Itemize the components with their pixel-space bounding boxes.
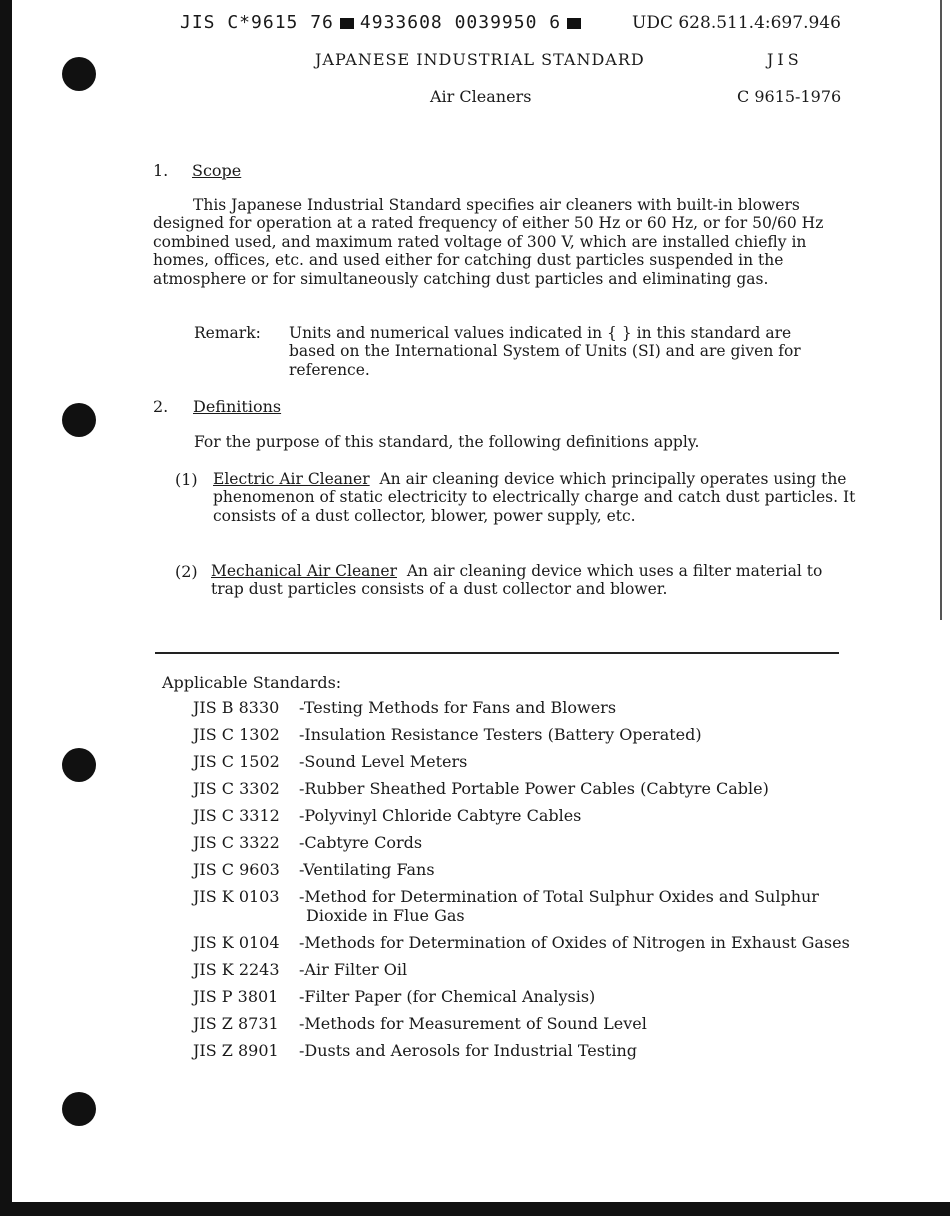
definition-term: Mechanical Air Cleaner xyxy=(211,562,397,580)
standard-title: Dusts and Aerosols for Industrial Testing xyxy=(304,1040,638,1060)
standard-title: Method for Determination of Total Sulphur Oxides and Sulphur Dioxide in Flue Gas xyxy=(304,887,819,925)
standard-title: JAPANESE INDUSTRIAL STANDARD xyxy=(315,50,645,69)
list-item: JIS C 1302 -Insulation Resistance Testers (Battery Operated) xyxy=(193,725,702,744)
standard-code: JIS P 3801 xyxy=(193,986,279,1006)
document-code-line xyxy=(180,12,587,33)
code-line-part: JIS C*9615 76 xyxy=(180,12,334,33)
standard-title: Air Filter Oil xyxy=(304,959,408,979)
standard-code: JIS K 0104 xyxy=(193,932,280,952)
applicable-standards-heading: Applicable Standards: xyxy=(162,673,342,692)
standard-title: Sound Level Meters xyxy=(304,752,468,771)
standard-title: Filter Paper (for Chemical Analysis) xyxy=(304,986,596,1006)
section-number: 1. xyxy=(153,161,169,180)
standard-title: Ventilating Fans xyxy=(303,860,435,879)
standard-code: JIS K 0103 xyxy=(193,887,280,906)
list-item: JIS C 3322 -Cabtyre Cords xyxy=(193,833,423,852)
section-number: 2. xyxy=(153,397,169,416)
redaction-block xyxy=(567,18,581,29)
scope-paragraph: This Japanese Industrial Standard specifies air cleaners with built-in blowers designed for operation at a rated frequency of either 50 Hz or 60 Hz, or for 50/60 Hz combined used, and maximum rated voltage of 300 V, which are installed chiefly in homes, offices, etc. and used either for catching dust particles suspended in the atmosphere or for simultaneously catching dust particles and eliminating gas. xyxy=(153,196,824,288)
list-item: JIS C 3312 -Polyvinyl Chloride Cabtyre Cables xyxy=(193,806,582,825)
definitions-intro: For the purpose of this standard, the following definitions apply. xyxy=(194,433,700,451)
standard-title: Rubber Sheathed Portable Power Cables (Cabtyre Cable) xyxy=(304,779,769,798)
list-item: JIS C 9603 -Ventilating Fans xyxy=(193,860,435,879)
redaction-block xyxy=(340,18,354,29)
code-line-part: 4933608 0039950 6 xyxy=(359,12,562,33)
standard-code: JIS B 8330 xyxy=(193,698,280,717)
definition-number: (2) xyxy=(175,562,198,581)
udc-number: UDC 628.511.4:697.946 xyxy=(632,13,841,33)
standard-title: Methods for Determination of Oxides of Nitrogen in Exhaust Gases xyxy=(304,932,850,952)
scan-edge-right xyxy=(940,0,942,620)
list-item: JIS K 0103 -Method for Determination of Total Sulphur Oxides and Sulphur Dioxide in Flue Gas xyxy=(193,887,819,925)
remark-label: Remark: xyxy=(194,324,261,342)
definition-number: (1) xyxy=(175,470,198,489)
list-item: JIS P 3801 -Filter Paper (for Chemical Analysis) xyxy=(193,986,596,1006)
definition-text: An air cleaning device which principally operates using the phenomenon of static electricity to electrically charge and catch dust particles. It consists of a dust collector, blower, power supply, etc. xyxy=(213,470,856,525)
standard-code: JIS K 2243 xyxy=(193,959,280,979)
jis-mark: JIS xyxy=(767,50,803,69)
document-number: C 9615-1976 xyxy=(737,87,842,106)
definition-text: An air cleaning device which uses a filter material to trap dust particles consists of a dust collector and blower. xyxy=(211,562,823,599)
definition-item xyxy=(211,562,851,599)
standard-title: Methods for Measurement of Sound Level xyxy=(304,1013,647,1033)
list-item: JIS C 3302 -Rubber Sheathed Portable Power Cables (Cabtyre Cable) xyxy=(193,779,769,798)
list-item: JIS C 1502 -Sound Level Meters xyxy=(193,752,468,771)
definition-term: Electric Air Cleaner xyxy=(213,470,370,488)
list-item: JIS Z 8731 -Methods for Measurement of Sound Level xyxy=(193,1013,647,1033)
applicable-standards-list xyxy=(193,699,883,1069)
standard-code: JIS C 3302 xyxy=(193,779,280,798)
punch-hole xyxy=(62,57,96,91)
list-item: JIS K 2243 -Air Filter Oil xyxy=(193,959,408,979)
remark-text: Units and numerical values indicated in { } in this standard are based on the International System of Units (SI) and are given for reference. xyxy=(289,324,801,379)
divider xyxy=(155,652,839,654)
section-title-scope: Scope xyxy=(192,161,242,180)
list-item: JIS B 8330 -Testing Methods for Fans and Blowers xyxy=(193,698,617,717)
standard-code: JIS C 1302 xyxy=(193,725,280,744)
list-item: JIS Z 8901 -Dusts and Aerosols for Industrial Testing xyxy=(193,1040,638,1060)
standard-code: JIS C 3312 xyxy=(193,806,280,825)
standard-code: JIS C 9603 xyxy=(193,860,280,879)
standard-title: Cabtyre Cords xyxy=(304,833,423,852)
scan-edge-bottom xyxy=(0,1202,950,1216)
standard-code: JIS C 3322 xyxy=(193,833,280,852)
standard-title: Insulation Resistance Testers (Battery Operated) xyxy=(304,725,702,744)
section-title-definitions: Definitions xyxy=(193,397,282,416)
scan-edge-left xyxy=(0,0,12,1216)
standard-title: Polyvinyl Chloride Cabtyre Cables xyxy=(304,806,582,825)
standard-title: Testing Methods for Fans and Blowers xyxy=(303,698,617,717)
standard-code: JIS Z 8901 xyxy=(193,1040,279,1060)
punch-hole xyxy=(62,403,96,437)
list-item: JIS K 0104 -Methods for Determination of Oxides of Nitrogen in Exhaust Gases xyxy=(193,932,850,952)
punch-hole xyxy=(62,748,96,782)
document-title: Air Cleaners xyxy=(430,87,532,106)
punch-hole xyxy=(62,1092,96,1126)
standard-code: JIS C 1502 xyxy=(193,752,280,771)
standard-code: JIS Z 8731 xyxy=(193,1013,279,1033)
definition-item xyxy=(213,470,863,525)
